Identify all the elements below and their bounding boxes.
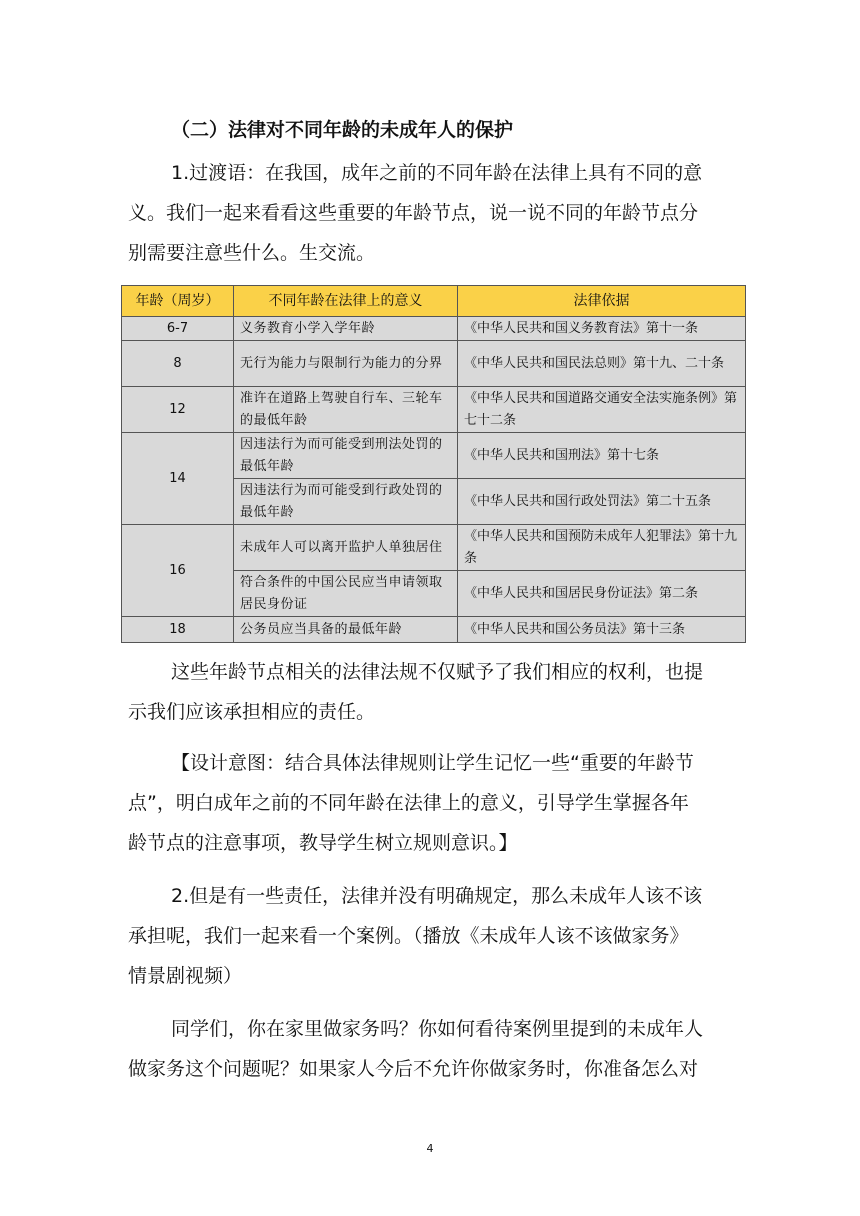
after-table-paragraph [128, 652, 744, 732]
section-heading: （二）法律对不同年龄的未成年人的保护 [171, 119, 514, 141]
law-cell: 《中华人民共和国公务员法》第十三条 [458, 617, 746, 643]
text-line: 点”，明白成年之前的不同年龄在法律上的意义，引导学生掌握各年 [128, 792, 689, 814]
table-row [122, 341, 746, 387]
age-cell: 6-7 [122, 317, 234, 341]
text-line: 别需要注意些什么。生交流。 [128, 242, 376, 264]
meaning-cell: 未成年人可以离开监护人单独居住 [234, 525, 458, 571]
law-cell: 《中华人民共和国预防未成年人犯罪法》第十九条 [458, 525, 746, 571]
text-line: 同学们，你在家里做家务吗？你如何看待案例里提到的未成年人 [171, 1018, 704, 1040]
law-cell: 《中华人民共和国行政处罚法》第二十五条 [458, 479, 746, 525]
text-line: 1.过渡语：在我国，成年之前的不同年龄在法律上具有不同的意 [171, 162, 703, 184]
table-header-row [122, 286, 746, 317]
text-line: 龄节点的注意事项，教导学生树立规则意识。】 [128, 832, 518, 854]
age-cell: 16 [122, 525, 234, 617]
law-cell: 《中华人民共和国义务教育法》第十一条 [458, 317, 746, 341]
question-paragraph [128, 1009, 744, 1089]
age-cell: 18 [122, 617, 234, 643]
meaning-cell: 符合条件的中国公民应当申请领取居民身份证 [234, 571, 458, 617]
age-cell: 14 [122, 433, 234, 525]
meaning-cell: 公务员应当具备的最低年龄 [234, 617, 458, 643]
table-row [122, 617, 746, 643]
point-two-paragraph [128, 876, 744, 996]
meaning-cell: 准许在道路上驾驶自行车、三轮车的最低年龄 [234, 387, 458, 433]
design-intent-paragraph [128, 743, 744, 863]
page-number: 4 [426, 1142, 434, 1155]
text-line: 【设计意图：结合具体法律规则让学生记忆一些“重要的年龄节 [171, 752, 694, 774]
text-line: 情景剧视频） [128, 965, 243, 987]
meaning-cell: 义务教育小学入学年龄 [234, 317, 458, 341]
table-row [122, 317, 746, 341]
table-row [122, 387, 746, 433]
table-row [122, 433, 746, 479]
law-cell: 《中华人民共和国居民身份证法》第二条 [458, 571, 746, 617]
text-line: 这些年龄节点相关的法律法规不仅赋予了我们相应的权利，也提 [171, 661, 704, 683]
meaning-cell: 因违法行为而可能受到行政处罚的最低年龄 [234, 479, 458, 525]
intro-paragraph [128, 153, 744, 273]
age-cell: 12 [122, 387, 234, 433]
age-law-table [121, 285, 746, 643]
text-line: 义。我们一起来看看这些重要的年龄节点，说一说不同的年龄节点分 [128, 202, 699, 224]
law-cell: 《中华人民共和国民法总则》第十九、二十条 [458, 341, 746, 387]
text-line: 2.但是有一些责任，法律并没有明确规定，那么未成年人该不该 [171, 885, 703, 907]
law-cell: 《中华人民共和国道路交通安全法实施条例》第七十二条 [458, 387, 746, 433]
meaning-cell: 无行为能力与限制行为能力的分界 [234, 341, 458, 387]
table-row [122, 525, 746, 571]
header-law: 法律依据 [458, 286, 746, 317]
header-age: 年龄（周岁） [122, 286, 234, 317]
law-cell: 《中华人民共和国刑法》第十七条 [458, 433, 746, 479]
header-meaning: 不同年龄在法律上的意义 [234, 286, 458, 317]
text-line: 做家务这个问题呢？如果家人今后不允许你做家务时，你准备怎么对 [128, 1058, 699, 1080]
age-cell: 8 [122, 341, 234, 387]
text-line: 示我们应该承担相应的责任。 [128, 701, 376, 723]
text-line: 承担呢，我们一起来看一个案例。（播放《未成年人该不该做家务》 [128, 925, 689, 947]
meaning-cell: 因违法行为而可能受到刑法处罚的最低年龄 [234, 433, 458, 479]
